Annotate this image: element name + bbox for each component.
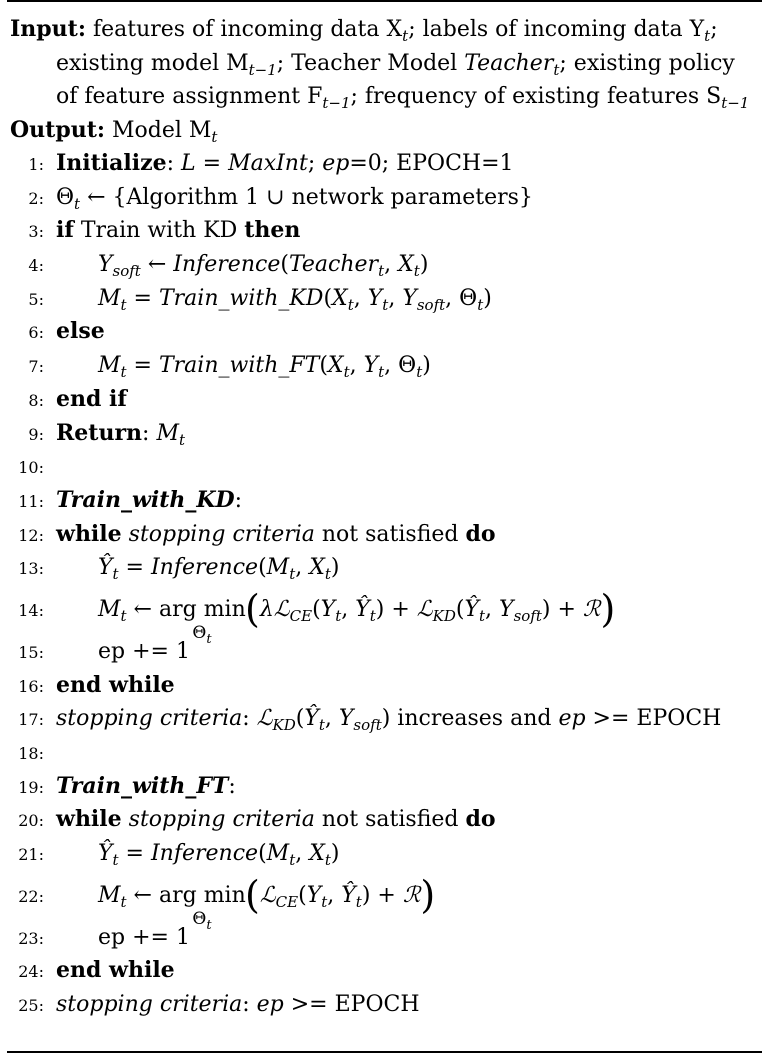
- line-content: Return: $M_t$: [56, 419, 185, 449]
- algo-line-6: [0, 315, 776, 349]
- algo-line-12: [0, 518, 776, 552]
- line-content: ep += 1: [98, 638, 190, 664]
- line-number: 11:: [18, 491, 44, 511]
- line-content: end if: [56, 385, 127, 412]
- argmin-operator: arg min $\Theta_t$: [158, 882, 246, 933]
- line-content: $\Theta_t$ ← {Algorithm 1 ∪ network parameters}: [56, 184, 533, 213]
- algo-line-7: [0, 349, 776, 383]
- line-content: $M_t$ ← arg min $\Theta_t$ ($\lambda ℒ_{CE}(Y_t$, $Ŷ_t$) + $ℒ_{KD}(Ŷ_t$, $Y_{soft}$) + ℛ): [98, 586, 616, 647]
- algo-line-18: [0, 736, 776, 770]
- argmin-operator: arg min $\Theta_t$: [158, 596, 246, 647]
- algo-line-24: [0, 954, 776, 988]
- line-number: 8:: [28, 390, 44, 410]
- line-number: 10:: [18, 458, 44, 478]
- line-number: 16:: [18, 676, 44, 696]
- line-number: 20:: [18, 811, 44, 831]
- line-content: stopping criteria: $ℒ_{KD}(Ŷ_t$, $Y_{soft}$) increases and ep >= EPOCH: [56, 706, 722, 735]
- algo-line-22: [0, 871, 776, 933]
- input-label: Input:: [10, 16, 86, 42]
- line-number: 13:: [18, 559, 44, 579]
- line-number: 24:: [18, 962, 44, 982]
- algo-line-1: [0, 147, 776, 181]
- input-line-2: existing model $M_{t-1}$; Teacher Model Teacher$_t$; existing policy: [56, 50, 735, 79]
- line-content: else: [56, 318, 105, 345]
- line-content: stopping criteria: ep >= EPOCH: [56, 992, 420, 1018]
- algo-line-15: [0, 635, 776, 669]
- line-content: Train_with_KD:: [56, 486, 243, 513]
- algorithm-header: [10, 13, 760, 147]
- line-content: $Ŷ_t$ = $Inference(M_t$, $X_t$): [98, 841, 340, 870]
- line-number: 3:: [28, 222, 44, 242]
- algo-line-14: [0, 585, 776, 647]
- line-content: $Ŷ_t$ = $Inference(M_t$, $X_t$): [98, 555, 340, 584]
- line-number: 22:: [18, 886, 44, 906]
- line-content: $M_t$ ← arg min $\Theta_t$ ($ℒ_{CE}(Y_t$, $Ŷ_t$) + ℛ): [98, 872, 436, 933]
- algo-line-17: [0, 702, 776, 736]
- line-number: 6:: [28, 323, 44, 343]
- algo-line-3: [0, 214, 776, 248]
- algo-line-23: [0, 921, 776, 955]
- algo-line-25: [0, 988, 776, 1022]
- line-number: 19:: [18, 777, 44, 797]
- line-content: $M_t$ = $Train\_with\_KD(X_t$, $Y_t$, $Y_{soft}$, $\Theta_t$): [98, 285, 492, 314]
- algo-line-10: [0, 450, 776, 484]
- algo-line-4: [0, 248, 776, 282]
- line-number: 12:: [18, 525, 44, 545]
- bottom-rule: [7, 1051, 762, 1053]
- algo-line-9: [0, 417, 776, 451]
- line-content: end while: [56, 671, 175, 698]
- algorithm-lines: [0, 147, 776, 1022]
- line-content: ep += 1: [98, 924, 190, 950]
- line-number: 1:: [28, 155, 44, 174]
- algo-line-13: [0, 551, 776, 585]
- line-number: 23:: [18, 928, 44, 948]
- line-content: $M_t$ = $Train\_with\_FT(X_t$, $Y_t$, $\Theta_t$): [98, 353, 431, 382]
- line-content: while stopping criteria not satisfied do: [56, 520, 496, 547]
- output-line: Output: Model $M_t$: [10, 116, 218, 146]
- line-content: end while: [56, 957, 175, 984]
- algo-line-5: [0, 282, 776, 316]
- line-number: 17:: [18, 710, 44, 730]
- line-content: if Train with KD then: [56, 217, 301, 244]
- algo-line-11: [0, 484, 776, 518]
- algo-line-21: [0, 837, 776, 871]
- line-content: Initialize: L = MaxInt; ep=0; EPOCH=1: [56, 150, 514, 176]
- line-number: 21:: [18, 845, 44, 865]
- algo-line-2: [0, 181, 776, 215]
- algo-line-20: [0, 803, 776, 837]
- output-label: Output:: [10, 116, 105, 143]
- input-line-1: Input: features of incoming data $X_t$; labels of incoming data $Y_t$;: [10, 16, 718, 45]
- line-content: Train_with_FT:: [56, 772, 236, 799]
- algo-line-16: [0, 669, 776, 703]
- top-rule: [7, 0, 762, 2]
- line-number: 14:: [18, 600, 44, 620]
- algo-line-8: [0, 383, 776, 417]
- line-number: 7:: [28, 357, 44, 377]
- line-number: 4:: [28, 256, 44, 276]
- line-number: 15:: [18, 642, 44, 662]
- line-number: 25:: [18, 996, 44, 1016]
- line-number: 5:: [28, 289, 44, 309]
- line-number: 2:: [28, 188, 44, 208]
- line-content: while stopping criteria not satisfied do: [56, 806, 496, 833]
- line-content: $Y_{soft}$ ← Inference(Teacher$_t$, $X_t$): [98, 252, 429, 281]
- line-number: 9:: [28, 424, 44, 444]
- line-number: 18:: [18, 744, 44, 763]
- algo-line-19: [0, 770, 776, 804]
- input-line-3: of feature assignment $F_{t-1}$; frequency of existing features $S_{t-1}$: [56, 84, 750, 112]
